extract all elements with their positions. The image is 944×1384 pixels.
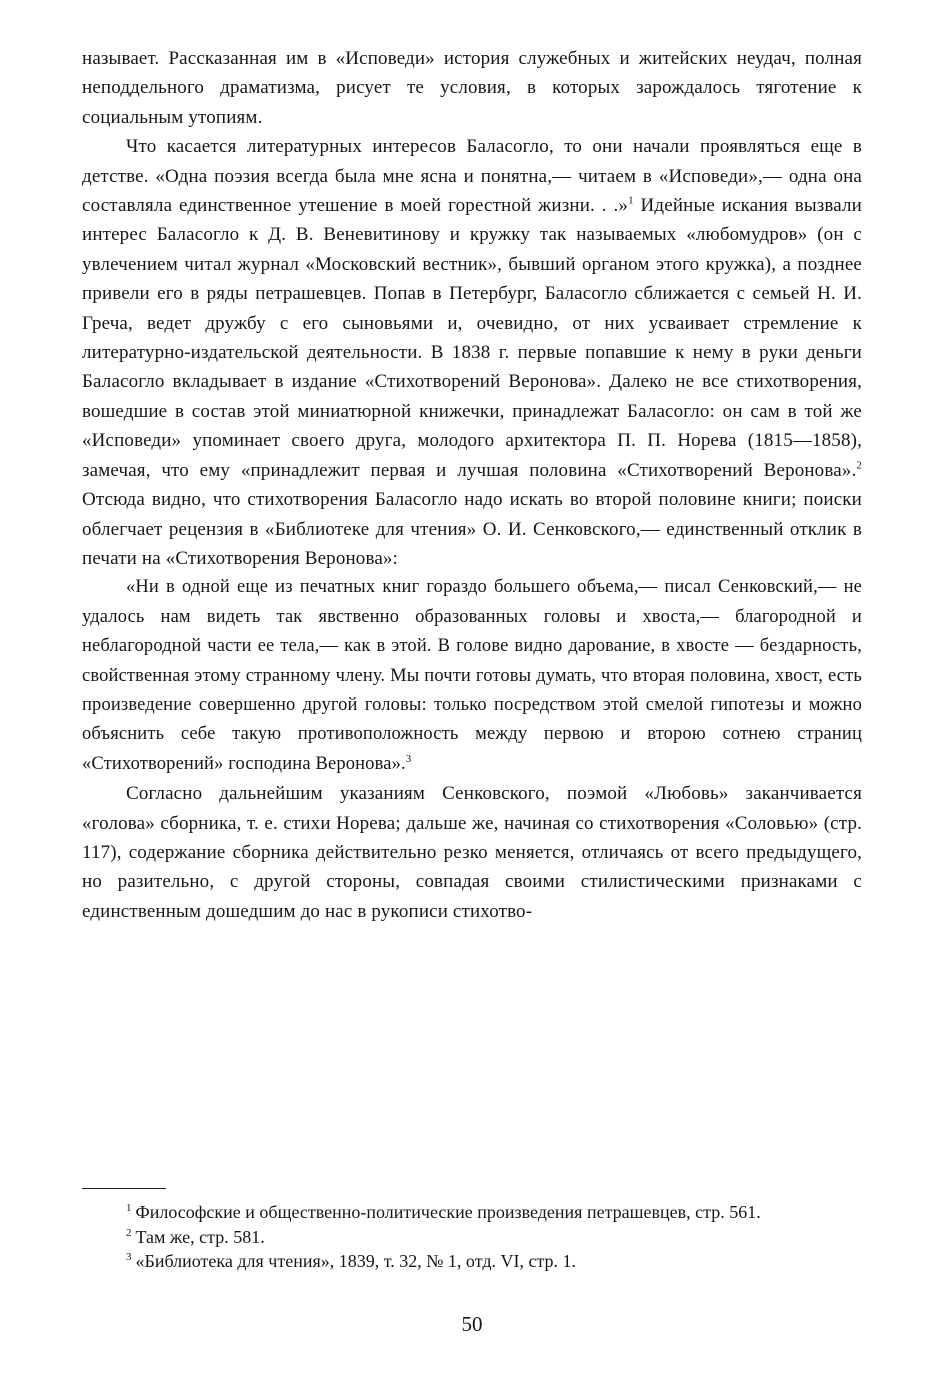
footnote-text: Там же, стр. 581. [135,1226,265,1247]
paragraph-literary-interests [82,132,862,573]
paragraph-text: Идейные искания вызвали интерес Баласогло к Д. В. Веневитинову и кружку так называемых «любомудров» (он с увлечением читал журнал «Московский вестник», бывший органом этого кружка), а позднее привели его в ряды петрашевцев. Попав в Петербург, Баласогло сближается с семьей Н. И. Греча, ведет дружбу с его сыновьями и, очевидно, от них усваивает стремление к литературно-издательской деятельности. В 1838 г. первые попавшие к нему в руки деньги Баласогло вкладывает в издание «Стихотворений Веронова». Далеко не все стихотворения, вошедшие в состав этой миниатюрной книжечки, принадлежат Баласогло: он сам в той же «Исповеди» упоминает своего друга, молодого архитектора П. П. Норева (1815—1858), замечая, что ему «принадлежит первая и лучшая половина «Стихотворений Веронова». [82,195,862,481]
paragraph-senkovsky: Согласно дальнейшим указаниям Сенковского, поэмой «Любовь» заканчивается «голова» сборника, т. е. стихи Норева; дальше же, начиная со стихотворения «Соловью» (стр. 117), содержание сборника действительно резко меняется, отличаясь от всего предыдущего, но разительно, с другой стороны, совпадая своими стилистическими признаками с единственным дошедшим до нас в рукописи стихотво- [82,783,862,922]
footnote-text: «Библиотека для чтения», 1839, т. 32, № 1, отд. VI, стр. 1. [135,1251,577,1271]
paragraph-text: Отсюда видно, что стихотворения Баласогло надо искать во второй половине книги; поиски облегчает рецензия в «Библиотеке для чтения» О. И. Сенковского,— единственный отклик в печати на «Стихотворения Веронова»: [82,489,862,569]
footnote-divider [82,1188,166,1189]
footnote-ref-3[interactable]: 3 [405,752,412,765]
footnote-mark: 1 [126,1202,132,1214]
page-body [82,44,862,926]
footnote-2 [82,1225,862,1250]
footnote-mark: 2 [126,1226,132,1239]
paragraph-text: Что касается литературных интересов Баласогло, то они начали проявляться еще в детстве. «Одна поэзия всегда была мне ясна и понятна,— читаем в «Исповеди»,— одна она составляла единственное утешение в моей горестной жизни. . .» [82,136,862,217]
block-quote [82,573,862,779]
paragraph-continuation: называет. Рассказанная им в «Исповеди» история служебных и житейских неудач, полная неподдельного драматизма, рисует те условия, в которых зарождалось тяготение к социальным утопиям. [82,48,862,128]
quote-text: «Ни в одной еще из печатных книг гораздо большего объема,— писал Сенковский,— не удалось нам видеть так явственно образованных головы и хвоста,— благородной и неблагородной части ее тела,— как в этой. В голове видно дарование, в хвосте — бездарность, свойственная этому странному члену. Мы почти готовы думать, что вторая половина, хвост, есть произведение совершенно другой головы: только посредством этой смелой гипотезы и можно объяснить себе такую противоположность между первою и второю сотнею страниц «Стихотворений» господина Веронова». [82,577,862,774]
page-number: 50 [461,1312,483,1336]
footnote-ref-2[interactable]: 2 [856,459,862,472]
footnote-mark: 3 [126,1251,132,1263]
footnotes [82,1200,862,1274]
footnote-1 [82,1200,862,1225]
footnote-ref-1[interactable]: 1 [628,194,634,207]
footnote-text: Философские и общественно-политические произведения петрашевцев, стр. 561. [135,1202,761,1222]
footnote-3 [82,1249,862,1274]
